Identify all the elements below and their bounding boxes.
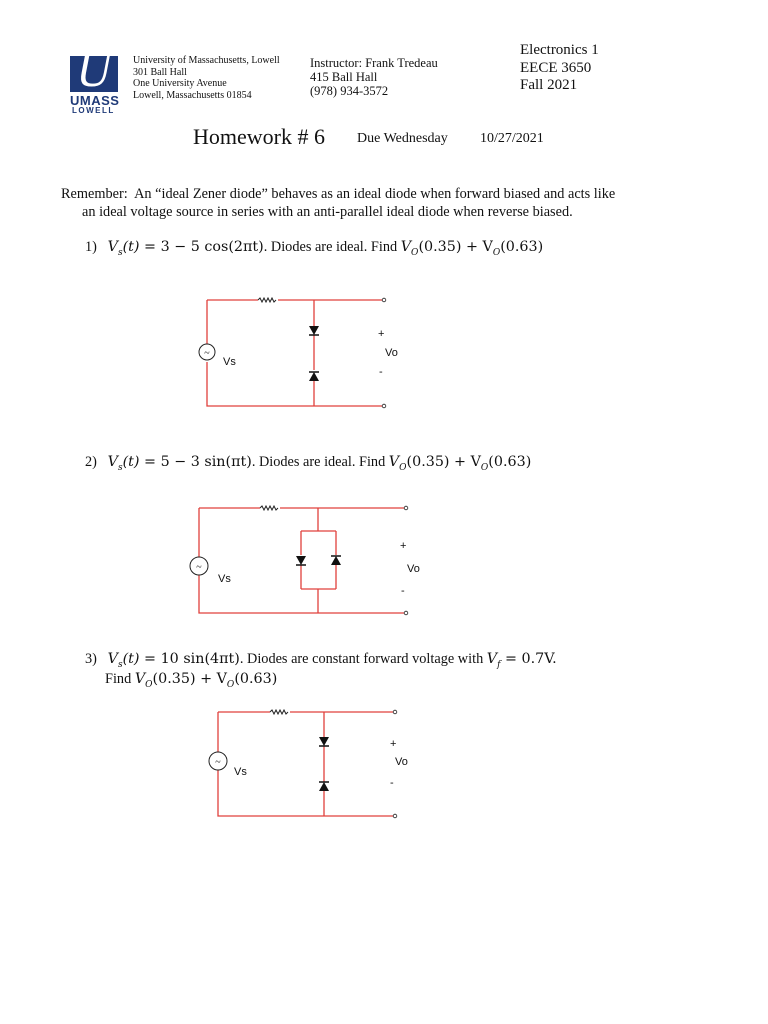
problem-3-find: Find $V_O(0.35) + V_O(0.63)$	[105, 671, 278, 690]
problem-3-statement: 3) $V_s(t) = 10$ sin(4πt). Diodes are constant forward voltage with $V_f = 0.7V$.	[85, 651, 557, 670]
minus-label: -	[390, 777, 394, 789]
problem-1-statement: 1) $V_s(t) = 3 - 5$ cos(2πt). Diodes are ideal. Find $V_O(0.35) + V_O(0.63)$	[85, 239, 544, 258]
remember-line-2: an ideal voltage source in series with an anti-parallel ideal diode when reverse biased.	[82, 204, 573, 220]
logo-text-lowell: LOWELL	[72, 106, 115, 115]
plus-label: +	[378, 328, 385, 340]
vs-label: Vs	[218, 573, 231, 585]
minus-label: -	[379, 366, 383, 378]
logo-text-umass: UMASS	[70, 93, 120, 108]
diode-down-icon	[319, 737, 329, 746]
vo-label: Vo	[395, 756, 408, 768]
due-date: 10/27/2021	[480, 131, 544, 146]
svg-text:~: ~	[215, 757, 221, 768]
svg-text:~: ~	[196, 562, 202, 573]
resistor-icon	[270, 710, 288, 714]
logo-mark: U	[70, 56, 118, 92]
homework-title: Homework # 6	[193, 124, 325, 149]
remember-line-1: Remember: An “ideal Zener diode” behaves as an ideal diode when forward biased and acts like	[61, 186, 616, 202]
vs-label: Vs	[223, 356, 236, 368]
university-address: University of Massachusetts, Lowell 301 Ball Hall One University Avenue Lowell, Massachusetts 01854	[133, 55, 280, 101]
due-label: Due Wednesday	[357, 131, 448, 146]
problem-2-statement: 2) $V_s(t) = 5 - 3$ sin(πt). Diodes are ideal. Find $V_O(0.35) + V_O(0.63)$	[85, 454, 532, 473]
vo-label: Vo	[407, 563, 420, 575]
minus-label: -	[401, 585, 405, 597]
plus-label: +	[400, 540, 407, 552]
vs-label: Vs	[234, 766, 247, 778]
ac-source-icon	[209, 752, 227, 770]
plus-label: +	[390, 738, 397, 750]
instructor-info: Instructor: Frank Tredeau 415 Ball Hall (978) 934-3572	[310, 56, 438, 98]
course-info: Electronics 1 EECE 3650 Fall 2021	[520, 42, 599, 93]
svg-text:~: ~	[204, 348, 210, 359]
diode-up-icon	[319, 782, 329, 791]
vo-label: Vo	[385, 347, 398, 359]
